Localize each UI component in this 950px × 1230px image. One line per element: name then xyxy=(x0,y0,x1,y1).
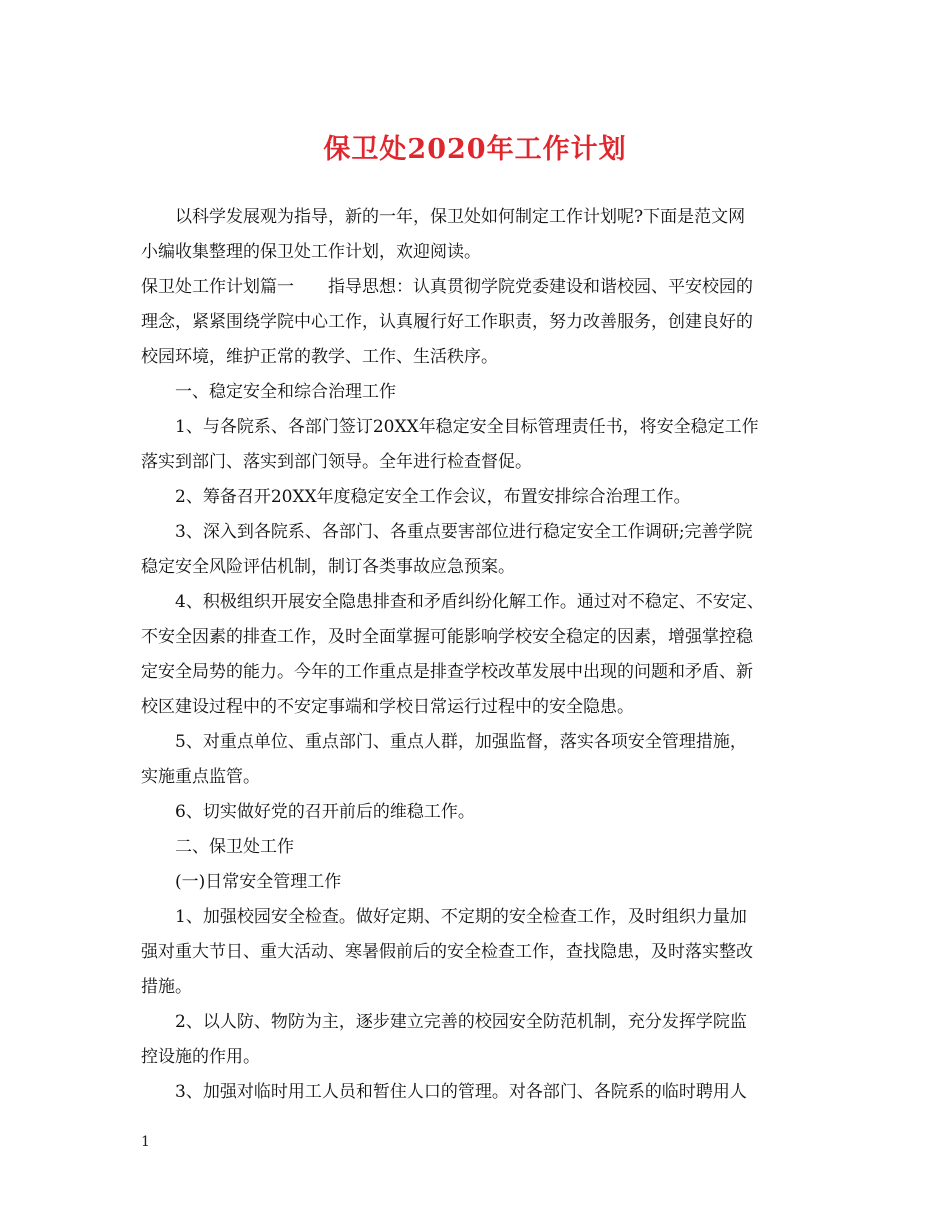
text-line xyxy=(141,830,821,865)
text-line xyxy=(141,900,821,935)
text-line xyxy=(141,690,821,725)
text-line xyxy=(141,200,821,235)
text-line xyxy=(141,865,821,900)
text-line-content: 措施。 xyxy=(141,977,192,997)
text-line xyxy=(141,375,821,410)
text-line-content: 二、保卫处工作 xyxy=(175,837,294,857)
text-line-content: 理念，紧紧围绕学院中心工作，认真履行好工作职责，努力改善服务，创建良好的 xyxy=(141,312,753,332)
text-line-content: 1、与各院系、各部门签订20XX年稳定安全目标管理责任书，将安全稳定工作 xyxy=(175,417,759,437)
page-number: 1 xyxy=(141,1134,150,1150)
text-line xyxy=(141,340,821,375)
text-line-content: 3、深入到各院系、各部门、各重点要害部位进行稳定安全工作调研;完善学院 xyxy=(175,522,753,542)
text-line xyxy=(141,515,821,550)
text-line-content: 实施重点监管。 xyxy=(141,767,260,787)
text-line-content: 控设施的作用。 xyxy=(141,1047,260,1067)
text-line-content: 不安全因素的排查工作，及时全面掌握可能影响学校安全稳定的因素，增强掌控稳 xyxy=(141,627,753,647)
text-line xyxy=(141,935,821,970)
document-title: 保卫处2020年工作计划 xyxy=(323,134,627,165)
text-line-content: 稳定安全风险评估机制，制订各类事故应急预案。 xyxy=(141,557,515,577)
text-line-content: 落实到部门、落实到部门领导。全年进行检查督促。 xyxy=(141,452,532,472)
text-line-content: 2、以人防、物防为主，逐步建立完善的校园安全防范机制，充分发挥学院监 xyxy=(175,1012,747,1032)
text-line-content: 5、对重点单位、重点部门、重点人群，加强监督，落实各项安全管理措施， xyxy=(175,732,747,752)
text-line xyxy=(141,270,821,305)
text-line-content: 校园环境，维护正常的教学、工作、生活秩序。 xyxy=(141,347,498,367)
text-line-continuation: 指导思想：认真贯彻学院党委建设和谐校园、平安校园的 xyxy=(328,277,753,297)
text-line xyxy=(141,585,821,620)
text-line xyxy=(141,550,821,585)
text-line xyxy=(141,235,821,270)
text-line xyxy=(141,620,821,655)
text-line xyxy=(141,655,821,690)
document-body xyxy=(141,200,821,1110)
text-line-content: 6、切实做好党的召开前后的维稳工作。 xyxy=(175,802,475,822)
text-line xyxy=(141,725,821,760)
text-line xyxy=(141,970,821,1005)
text-line-content: 定安全局势的能力。今年的工作重点是排查学校改革发展中出现的问题和矛盾、新 xyxy=(141,662,753,682)
text-line-content: 校区建设过程中的不安定事端和学校日常运行过程中的安全隐患。 xyxy=(141,697,634,717)
text-line-content: 小编收集整理的保卫处工作计划，欢迎阅读。 xyxy=(141,242,481,262)
text-line-content: 2、筹备召开20XX年度稳定安全工作会议，布置安排综合治理工作。 xyxy=(175,487,691,507)
text-line xyxy=(141,795,821,830)
text-line xyxy=(141,1040,821,1075)
text-line-content: 1、加强校园安全检查。做好定期、不定期的安全检查工作，及时组织力量加 xyxy=(175,907,747,927)
text-line xyxy=(141,760,821,795)
text-line xyxy=(141,1005,821,1040)
text-line-content: 强对重大节日、重大活动、寒暑假前后的安全检查工作，查找隐患，及时落实整改 xyxy=(141,942,753,962)
text-line xyxy=(141,445,821,480)
text-line-content: 3、加强对临时用工人员和暂住人口的管理。对各部门、各院系的临时聘用人 xyxy=(175,1082,747,1102)
text-line xyxy=(141,305,821,340)
text-line xyxy=(141,410,821,445)
text-line-content: (一)日常安全管理工作 xyxy=(175,872,342,892)
text-line-content: 以科学发展观为指导，新的一年，保卫处如何制定工作计划呢?下面是范文网 xyxy=(175,207,746,227)
text-line-content: 4、积极组织开展安全隐患排查和矛盾纠纷化解工作。通过对不稳定、不安定、 xyxy=(175,592,764,612)
text-line xyxy=(141,480,821,515)
text-line xyxy=(141,1075,821,1110)
text-line-content: 一、稳定安全和综合治理工作 xyxy=(175,382,396,402)
text-line-content: 保卫处工作计划篇一 xyxy=(141,277,294,297)
